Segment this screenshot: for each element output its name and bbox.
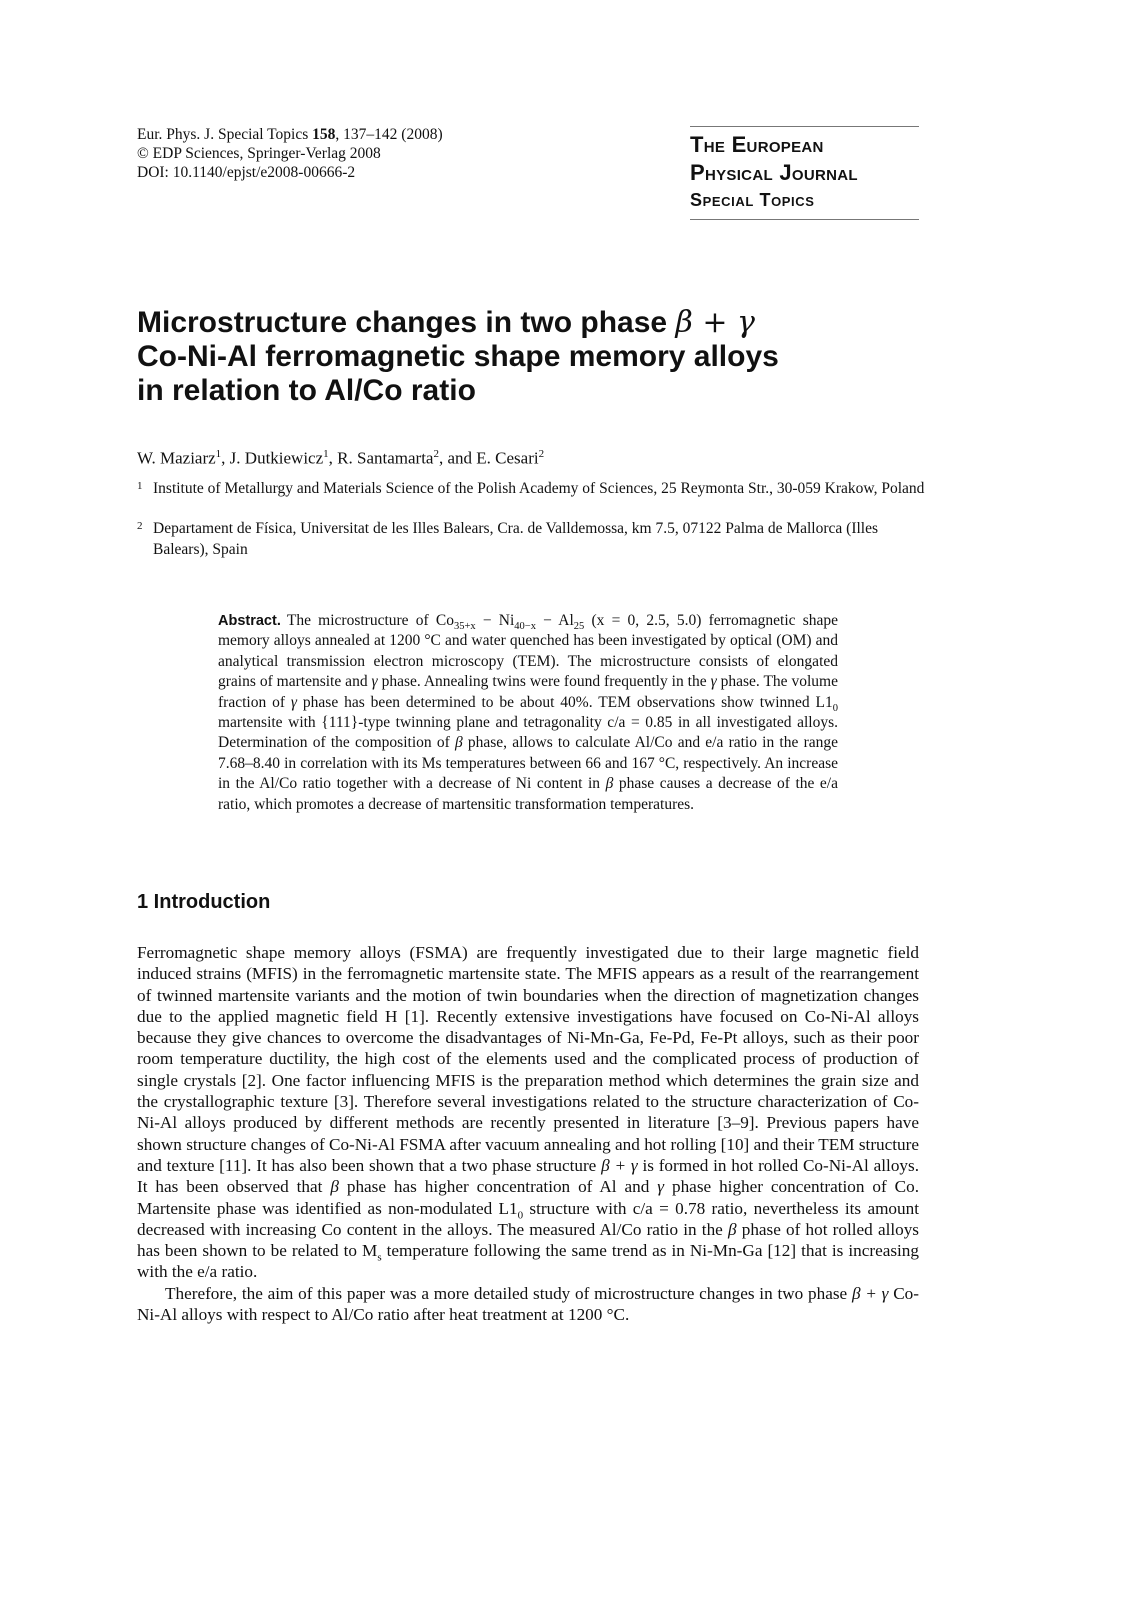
title-line-2: Co-Ni-Al ferromagnetic shape memory alloys bbox=[137, 340, 779, 373]
paper-title bbox=[137, 306, 897, 408]
journal-citation: Eur. Phys. J. Special Topics 158, 137–142 (2008) bbox=[137, 126, 443, 143]
doi-line: DOI: 10.1140/epjst/e2008-00666-2 bbox=[137, 164, 356, 181]
paragraph-2: Therefore, the aim of this paper was a more detailed study of microstructure changes in two phase β + γ Co-Ni-Al alloys with respect to Al/Co ratio after heat treatment at 1200 °C. bbox=[137, 1283, 920, 1325]
copyright-line: © EDP Sciences, Springer-Verlag 2008 bbox=[137, 145, 381, 162]
author-list: W. Maziarz$^1$, J. Dutkiewicz$^1$, R. Santamarta$^2$, and E. Cesari$^2$ bbox=[137, 448, 545, 468]
title-math: β + γ bbox=[675, 305, 755, 340]
journal-logo-box bbox=[690, 126, 919, 220]
author-3: R. Santamarta bbox=[337, 448, 434, 468]
title-line-1: Microstructure changes in two phase β + γ bbox=[137, 305, 755, 340]
journal-name-line1: The European bbox=[690, 132, 824, 157]
title-line-3: in relation to Al/Co ratio bbox=[137, 374, 476, 407]
author-2: J. Dutkiewicz bbox=[229, 448, 324, 468]
abstract: Abstract. The microstructure of $Co_{35+x} - Ni_{40-x} - Al_{25}$ (x = 0, 2.5, 5.0) ferromagnetic shape memory alloys annealed at 1200 °C and water quenched has been investigated by optical (OM) and analytical transmission electron microscopy (TEM). The microstructure consists of elongated grains of martensite and γ phase. Annealing twins were found frequently in the γ phase. The volume fraction of γ phase has been determined to be about 40%. TEM observations show twinned $L1_0$ martensite with {111}-type twinning plane and tetragonality c/a = 0.85 in all investigated alloys. Determination of the composition of β phase, allows to calculate Al/Co and e/a ratio in the range 7.68–8.40 in correlation with its Ms temperatures between 66 and 167 °C, respectively. An increase in the Al/Co ratio together with a decrease of Ni content in β phase causes a decrease of the e/a ratio, which promotes a decrease of martensitic transformation temperatures. bbox=[218, 612, 839, 813]
body-text bbox=[137, 942, 919, 1325]
section-heading-introduction: 1 Introduction bbox=[137, 891, 271, 913]
abstract-heading: Abstract. bbox=[218, 613, 281, 629]
author-4: and E. Cesari bbox=[447, 448, 539, 468]
affiliation-2 bbox=[137, 519, 927, 560]
affiliation-text: Institute of Metallurgy and Materials Science of the Polish Academy of Sciences, 25 Reymonta Str., 30-059 Krakow, Poland bbox=[153, 480, 925, 497]
author-1: W. Maziarz bbox=[137, 448, 216, 468]
journal-reference bbox=[137, 125, 657, 182]
paragraph-1: Ferromagnetic shape memory alloys (FSMA) are frequently investigated due to their large magnetic field induced strains (MFIS) in the ferromagnetic martensite state. The MFIS appears as a result of the rearrangement of twinned martensite variants and the motion of twin boundaries when the direction of magnetization changes due to the applied magnetic field H [1]. Recently extensive investigations have focused on Co-Ni-Al alloys because they give chances to overcome the disadvantages of Ni-Mn-Ga, Fe-Pd, Fe-Pt alloys, such as their poor room temperature ductility, the high cost of the elements used and the complicated process of production of single crystals [2]. One factor influencing MFIS is the preparation method which determines the grain size and the crystallographic texture [3]. Therefore several investigations related to the structure characterization of Co-Ni-Al alloys produced by different methods are recently presented in literature [3–9]. Previous papers have shown structure changes of Co-Ni-Al FSMA after vacuum annealing and hot rolling [10] and their TEM structure and texture [11]. It has also been shown that a two phase structure β + γ is formed in hot rolled Co-Ni-Al alloys. It has been observed that β phase has higher concentration of Al and γ phase higher concentration of Co. Martensite phase was identified as non-modulated $L1_0$ structure with c/a = 0.78 ratio, nevertheless its amount decreased with increasing Co content in the alloys. The measured Al/Co ratio in the β phase of hot rolled alloys has been shown to be related to $M_s$ temperature following the same trend as in Ni-Mn-Ga [12] that is increasing with the e/a ratio. bbox=[137, 943, 919, 1282]
journal-name-line2: Physical Journal bbox=[690, 160, 858, 185]
affiliation-number: 1 bbox=[137, 480, 143, 492]
affiliation-number: 2 bbox=[137, 520, 143, 532]
affiliation-1 bbox=[137, 479, 927, 500]
affiliation-text: Departament de Física, Universitat de les Illes Balears, Cra. de Valldemossa, km 7.5, 07122 Palma de Mallorca (Illes Balears), Spain bbox=[153, 520, 879, 558]
journal-name-line3: Special Topics bbox=[690, 190, 815, 210]
journal-volume: 158 bbox=[312, 126, 336, 143]
